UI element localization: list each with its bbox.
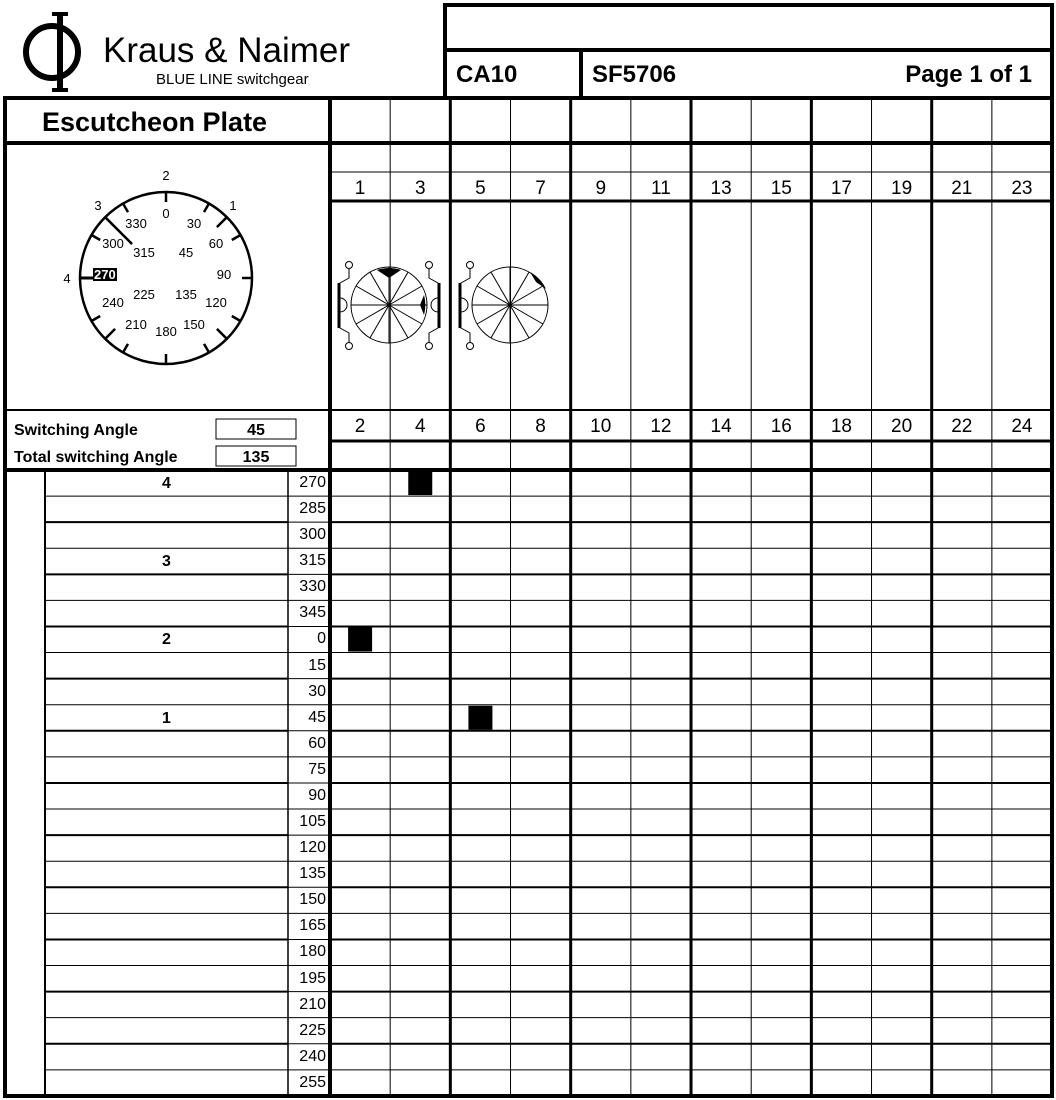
dial-angle-90: 90	[216, 267, 232, 282]
row-angle-45: 45	[308, 708, 326, 726]
page-label: Page 1 of 1	[905, 61, 1032, 88]
row-angle-270: 270	[299, 474, 326, 491]
dial-angle-135: 135	[175, 287, 197, 302]
terminal-bottom-8: 8	[535, 416, 546, 437]
row-angle-30: 30	[308, 682, 326, 700]
row-angle-60: 60	[308, 734, 326, 752]
total-switching-angle-label: Total switching Angle	[14, 449, 178, 466]
dial-angle-300: 300	[102, 236, 124, 251]
terminal-top-11: 11	[651, 178, 671, 199]
dial-angle-180: 180	[155, 324, 177, 339]
dial-angle-60: 60	[208, 236, 224, 251]
row-angle-15: 15	[308, 656, 326, 674]
dial-angle-45: 45	[178, 245, 194, 260]
row-position-1: 1	[162, 709, 171, 727]
program-code: SF5706	[592, 61, 677, 88]
terminal-top-5: 5	[475, 178, 486, 199]
terminal-top-3: 3	[414, 178, 426, 199]
row-angle-135: 135	[299, 865, 326, 883]
total-switching-angle-value: 135	[242, 449, 270, 466]
terminal-bottom-10: 10	[590, 416, 612, 437]
terminal-top-13: 13	[710, 178, 732, 199]
row-angle-195: 195	[299, 969, 326, 987]
terminal-top-19: 19	[891, 178, 913, 199]
terminal-top-7: 7	[535, 178, 546, 199]
terminal-bottom-2: 2	[354, 416, 366, 437]
terminal-top-15: 15	[770, 178, 792, 199]
switching-angle-value: 45	[247, 422, 265, 439]
terminal-top-17: 17	[830, 178, 852, 199]
row-angle-330: 330	[299, 578, 326, 596]
row-angle-150: 150	[299, 891, 326, 909]
switching-angle-label: Switching Angle	[14, 422, 138, 439]
row-angle-165: 165	[299, 917, 326, 935]
terminal-top-23: 23	[1011, 178, 1033, 199]
row-angle-0: 0	[317, 630, 326, 648]
terminal-bottom-24: 24	[1011, 416, 1033, 437]
dial-angle-150: 150	[183, 317, 205, 332]
dial-angle-0: 0	[162, 206, 170, 221]
dial-position-4: 4	[63, 271, 71, 286]
contact-closed-marker	[348, 627, 372, 651]
dial-angle-225: 225	[133, 287, 155, 302]
row-angle-240: 240	[299, 1047, 326, 1065]
terminal-bottom-14: 14	[710, 416, 732, 437]
terminal-bottom-12: 12	[650, 416, 672, 437]
dial-angle-270: 270	[94, 267, 116, 282]
row-angle-285: 285	[299, 500, 326, 518]
section-title: Escutcheon Plate	[42, 107, 268, 137]
row-angle-345: 345	[299, 604, 326, 622]
row-angle-300: 300	[299, 526, 326, 544]
row-position-4: 4	[162, 475, 171, 492]
terminal-top-21: 21	[951, 178, 973, 199]
row-angle-120: 120	[299, 839, 326, 857]
terminal-bottom-6: 6	[475, 416, 486, 437]
terminal-bottom-22: 22	[951, 416, 973, 437]
dial-angle-240: 240	[102, 295, 124, 310]
dial-angle-120: 120	[205, 295, 227, 310]
dial-angle-30: 30	[186, 216, 202, 231]
terminal-top-1: 1	[354, 178, 366, 199]
terminal-bottom-20: 20	[891, 416, 913, 437]
row-angle-315: 315	[299, 552, 326, 570]
dial-angle-330: 330	[125, 216, 147, 231]
row-angle-105: 105	[299, 813, 326, 831]
row-angle-210: 210	[299, 995, 326, 1013]
row-angle-225: 225	[299, 1021, 326, 1039]
dial-angle-315: 315	[133, 245, 155, 260]
type-code: CA10	[456, 61, 518, 88]
contact-closed-marker	[468, 706, 492, 730]
terminal-bottom-18: 18	[830, 416, 852, 437]
brand-tagline: BLUE LINE switchgear	[156, 71, 309, 88]
dial-position-3: 3	[94, 198, 102, 213]
row-angle-75: 75	[308, 760, 326, 778]
contact-closed-marker	[408, 471, 432, 495]
row-position-2: 2	[162, 631, 171, 649]
row-angle-255: 255	[299, 1073, 326, 1091]
row-position-3: 3	[162, 553, 171, 571]
dial-angle-210: 210	[125, 317, 147, 332]
dial-position-1: 1	[229, 198, 237, 213]
row-angle-180: 180	[299, 943, 326, 961]
terminal-bottom-16: 16	[770, 416, 792, 437]
dial-position-2: 2	[162, 168, 170, 183]
row-angle-90: 90	[308, 786, 326, 804]
terminal-top-9: 9	[595, 178, 607, 199]
brand-name: Kraus & Naimer	[103, 31, 351, 70]
terminal-bottom-4: 4	[414, 416, 426, 437]
